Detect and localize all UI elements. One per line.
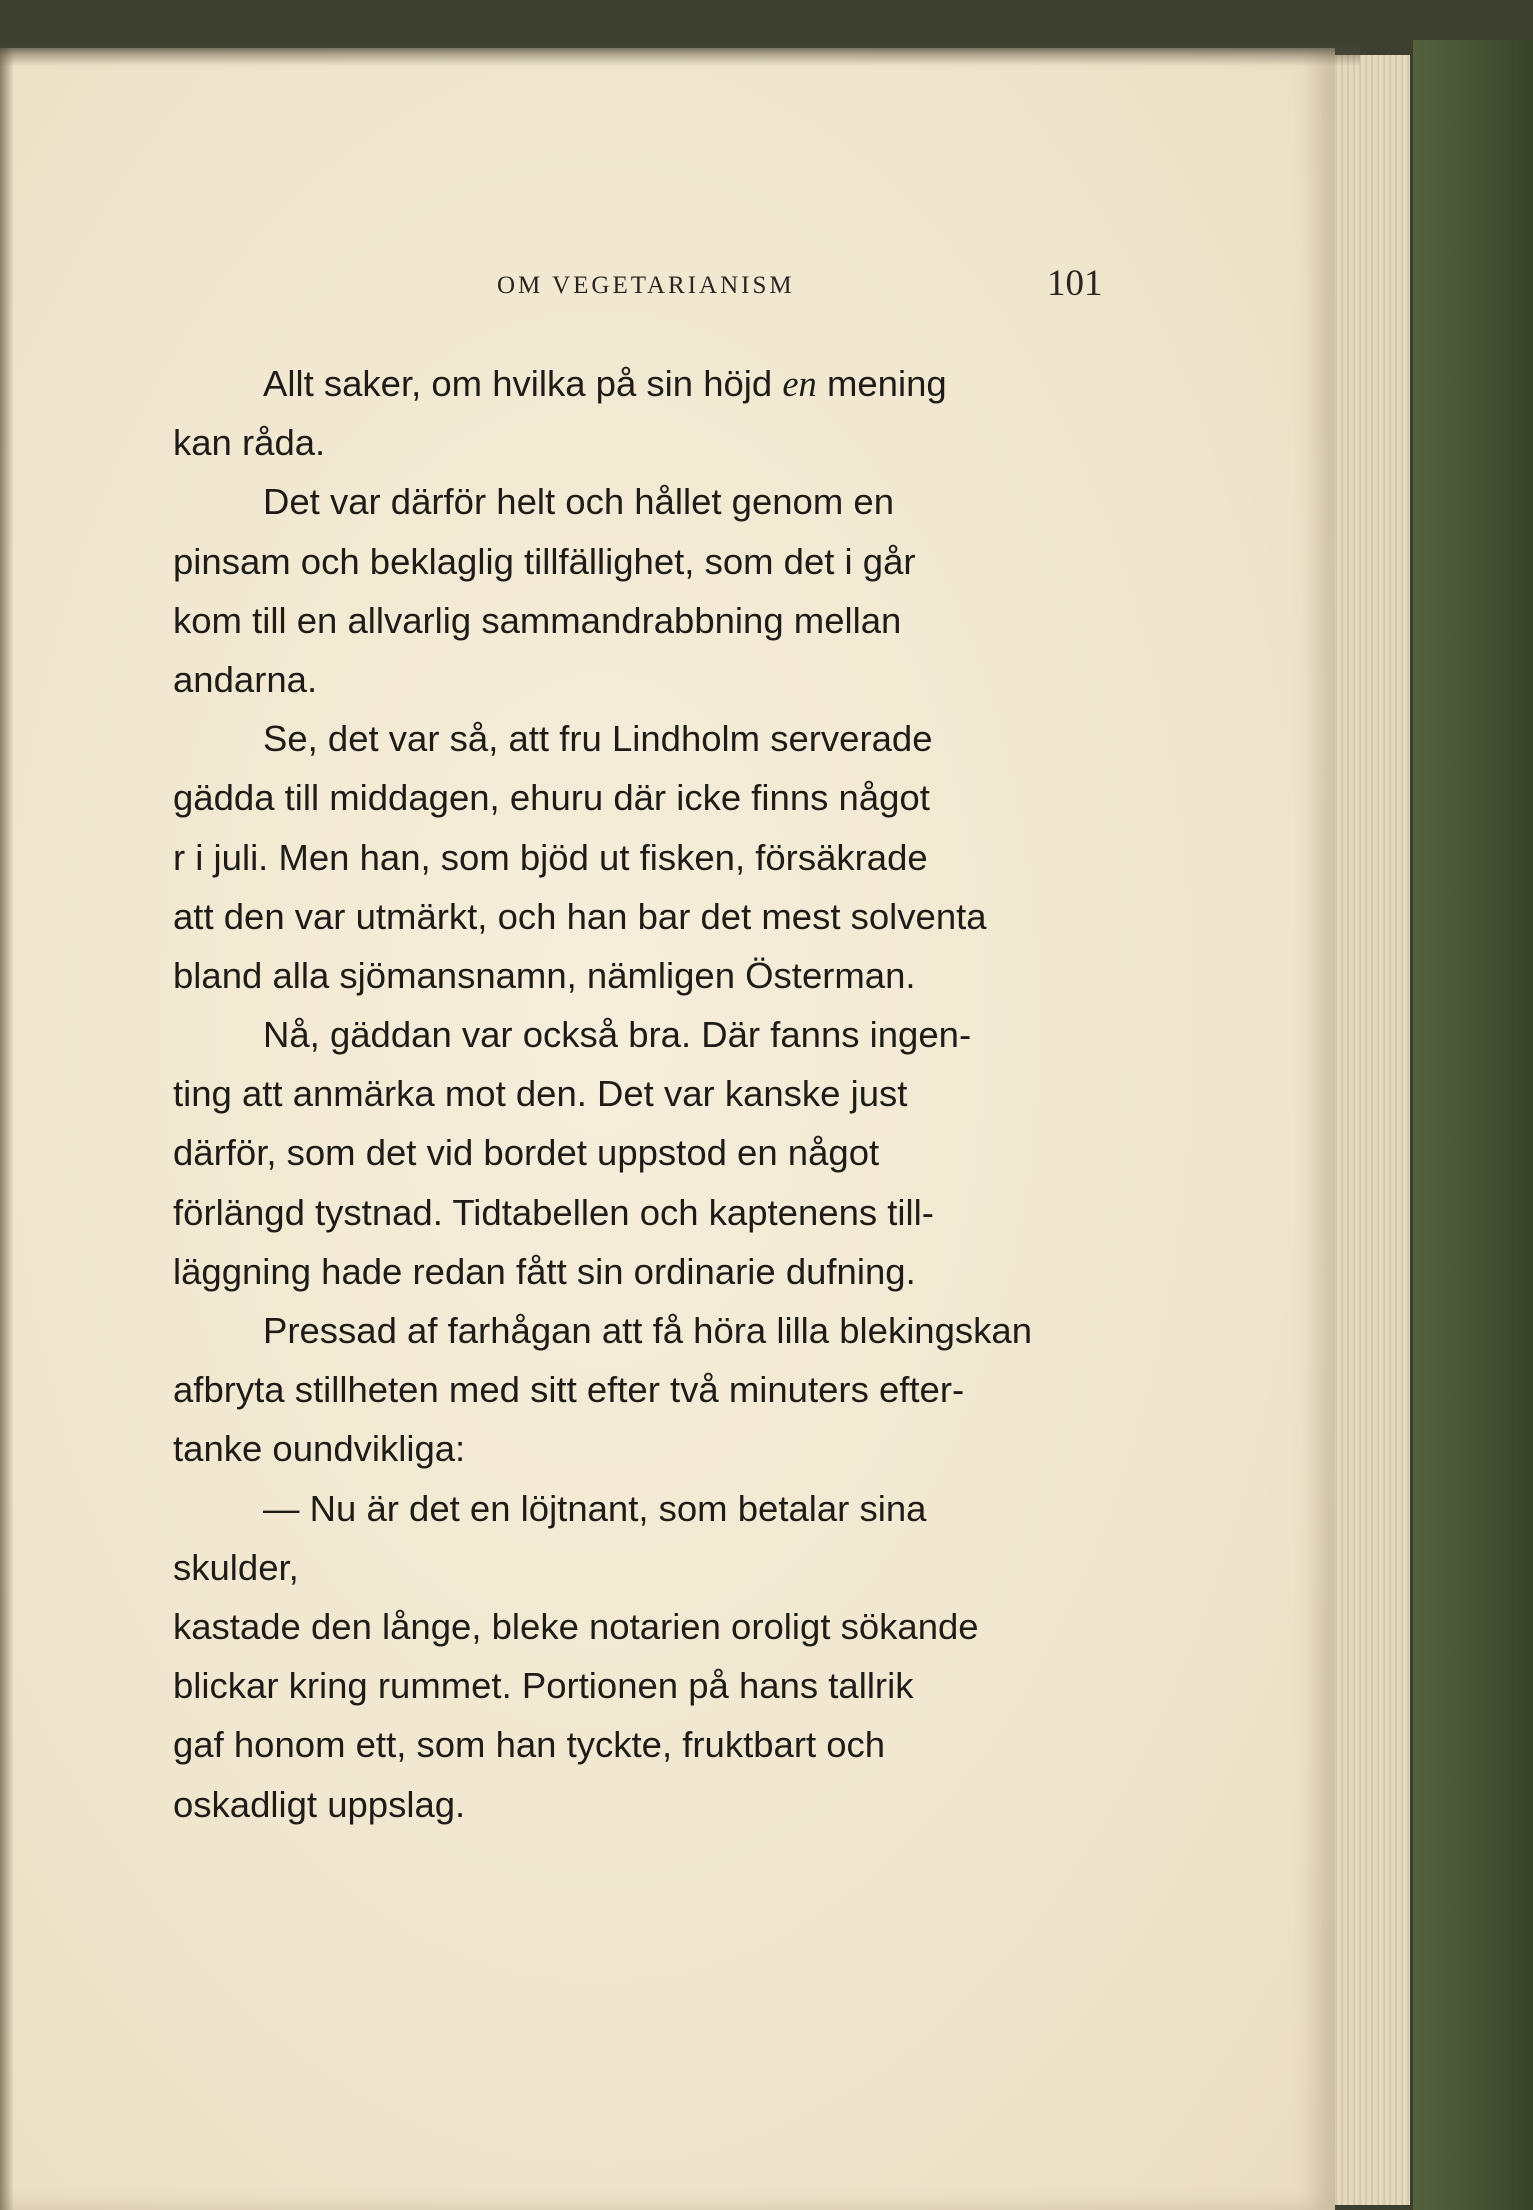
running-header	[0, 263, 1335, 318]
text-line-18: afbryta stillheten med sitt efter två minuters efter-	[173, 1369, 965, 1411]
text-line-11: bland alla sjömansnamn, nämligen Österman.	[173, 954, 916, 996]
page-gutter-shadow	[0, 48, 14, 2210]
text-line-13: ting att anmärka mot den. Det var kanske just	[173, 1073, 908, 1115]
paragraph-5	[173, 1301, 1125, 1360]
paragraph-2-cont	[173, 532, 1125, 710]
text-line-16: läggning hade redan fått sin ordinarie dufning.	[173, 1250, 916, 1292]
text-line-14: därför, som det vid bordet uppstod en något	[173, 1132, 880, 1174]
text-line-3: Det var därför helt och hållet genom en	[263, 481, 894, 523]
line-1-start: Allt saker, om hvilka på sin höjd	[263, 363, 783, 404]
text-line-8: gädda till middagen, ehuru där icke finns något	[173, 777, 930, 819]
text-line-19: tanke oundvikliga:	[173, 1428, 466, 1470]
text-line-15: förlängd tystnad. Tidtabellen och kaptenens till-	[173, 1191, 934, 1233]
book-cover-edge	[1413, 40, 1533, 2210]
text-line-2: kan råda.	[173, 422, 326, 464]
line-1-end: mening	[816, 363, 947, 404]
text-line-12: Nå, gäddan var också bra. Där fanns ingen-	[263, 1014, 972, 1056]
text-line-25: oskadligt uppslag.	[173, 1783, 466, 1825]
paragraph-5-cont	[173, 1360, 1125, 1478]
paragraph-1-cont	[173, 413, 1125, 472]
text-line-24: gaf honom ett, som han tyckte, fruktbart och	[173, 1724, 886, 1766]
line-1-italic-word: en	[782, 363, 817, 404]
text-line-7: Se, det var så, att fru Lindholm serverade	[263, 718, 933, 760]
text-line-6: andarna.	[173, 658, 318, 700]
text-line-9: r i juli. Men han, som bjöd ut fisken, försäkrade	[173, 836, 928, 878]
paragraph-1	[173, 354, 1125, 413]
text-line-20: — Nu är det en löjtnant, som betalar sina	[263, 1487, 927, 1529]
running-title: OM VEGETARIANISM	[497, 272, 795, 299]
paragraph-2	[173, 472, 1125, 531]
paragraph-3-cont	[173, 768, 1125, 1005]
paragraph-6	[173, 1479, 1125, 1538]
text-line-10: att den var utmärkt, och han bar det mest solventa	[173, 895, 987, 937]
text-line-5: kom till en allvarlig sammandrabbning mellan	[173, 599, 902, 641]
text-line-23: blickar kring rummet. Portionen på hans tallrik	[173, 1665, 914, 1707]
paragraph-3	[173, 709, 1125, 768]
paragraph-6-cont	[173, 1538, 1125, 1834]
text-line-4: pinsam och beklaglig tillfällighet, som det i går	[173, 540, 916, 582]
paragraph-4-cont	[173, 1064, 1125, 1301]
paragraph-4	[173, 1005, 1125, 1064]
page-number: 101	[1047, 263, 1103, 304]
text-line-21: skulder,	[173, 1546, 299, 1588]
text-line-17: Pressad af farhågan att få höra lilla blekingskan	[263, 1310, 1032, 1351]
text-line-1	[173, 354, 1125, 413]
text-line-22: kastade den långe, bleke notarien oroligt sökande	[173, 1605, 979, 1647]
body-text	[173, 354, 1125, 1834]
page-top-shadow	[0, 40, 1360, 66]
